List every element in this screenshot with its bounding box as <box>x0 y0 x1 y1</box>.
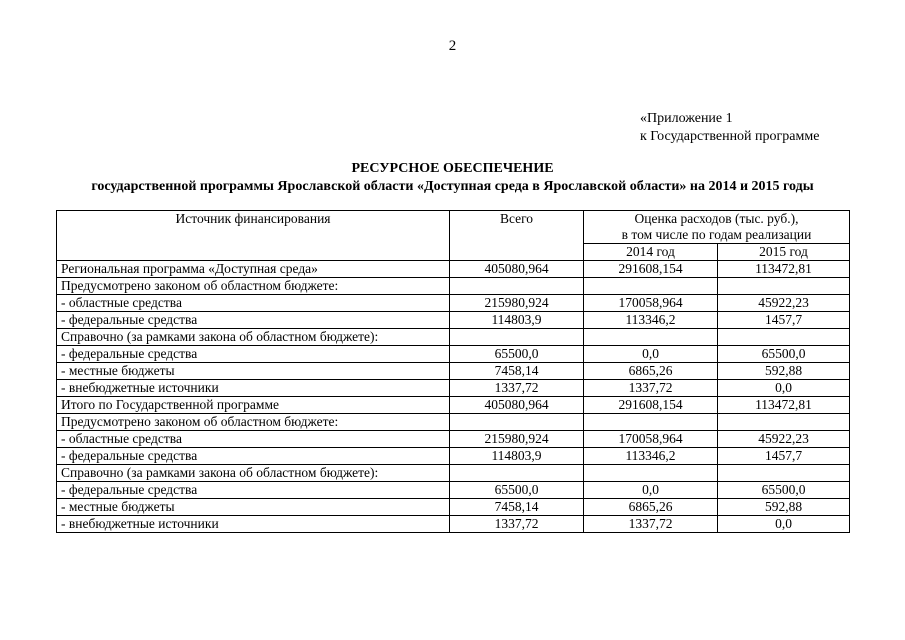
cell-total: 1337,72 <box>450 380 584 397</box>
cell-total: 7458,14 <box>450 499 584 516</box>
cell-2015: 65500,0 <box>718 346 850 363</box>
table-row <box>57 414 850 431</box>
cell-2015 <box>718 465 850 482</box>
cell-source: - федеральные средства <box>57 346 450 363</box>
cell-2014: 113346,2 <box>584 448 718 465</box>
table-row <box>57 278 850 295</box>
cell-source: Предусмотрено законом об областном бюджете: <box>57 278 450 295</box>
cell-2015: 0,0 <box>718 380 850 397</box>
cell-total <box>450 414 584 431</box>
table-header-row <box>57 211 850 244</box>
cell-total: 7458,14 <box>450 363 584 380</box>
table-row <box>57 363 850 380</box>
header-source: Источник финансирования <box>57 211 450 261</box>
table-row <box>57 465 850 482</box>
cell-total: 1337,72 <box>450 516 584 533</box>
cell-total: 215980,924 <box>450 295 584 312</box>
cell-2014: 113346,2 <box>584 312 718 329</box>
table-row <box>57 499 850 516</box>
cell-source: - внебюджетные источники <box>57 516 450 533</box>
cell-2015: 45922,23 <box>718 431 850 448</box>
cell-2014: 1337,72 <box>584 380 718 397</box>
cell-2014 <box>584 465 718 482</box>
cell-2015 <box>718 278 850 295</box>
table-row <box>57 448 850 465</box>
cell-2015 <box>718 329 850 346</box>
cell-2015 <box>718 414 850 431</box>
cell-source: Итого по Государственной программе <box>57 397 450 414</box>
cell-2015: 45922,23 <box>718 295 850 312</box>
cell-source: Предусмотрено законом об областном бюджете: <box>57 414 450 431</box>
cell-2014: 291608,154 <box>584 261 718 278</box>
cell-2014 <box>584 329 718 346</box>
table-row <box>57 312 850 329</box>
cell-total: 405080,964 <box>450 261 584 278</box>
cell-2014 <box>584 278 718 295</box>
table-row <box>57 329 850 346</box>
cell-source: Региональная программа «Доступная среда» <box>57 261 450 278</box>
resource-table <box>56 210 850 533</box>
table-row <box>57 295 850 312</box>
table-row <box>57 397 850 414</box>
table-row <box>57 261 850 278</box>
cell-2015: 1457,7 <box>718 312 850 329</box>
cell-2015: 113472,81 <box>718 261 850 278</box>
cell-2015: 592,88 <box>718 499 850 516</box>
header-year-2015: 2015 год <box>718 244 850 261</box>
cell-2015: 1457,7 <box>718 448 850 465</box>
cell-2014: 0,0 <box>584 346 718 363</box>
cell-source: - внебюджетные источники <box>57 380 450 397</box>
cell-source: - областные средства <box>57 431 450 448</box>
cell-total <box>450 465 584 482</box>
header-estimate-line-2: в том числе по годам реализации <box>621 227 812 242</box>
cell-source: - федеральные средства <box>57 448 450 465</box>
cell-total: 65500,0 <box>450 482 584 499</box>
header-year-2014: 2014 год <box>584 244 718 261</box>
table-row <box>57 380 850 397</box>
cell-source: - местные бюджеты <box>57 363 450 380</box>
cell-total: 65500,0 <box>450 346 584 363</box>
title-line-2: государственной программы Ярославской области «Доступная среда в Ярославской области» на 2014 и 2015 годы <box>91 179 814 194</box>
cell-2015: 113472,81 <box>718 397 850 414</box>
cell-2015: 0,0 <box>718 516 850 533</box>
cell-total <box>450 329 584 346</box>
cell-source: - местные бюджеты <box>57 499 450 516</box>
cell-2015: 65500,0 <box>718 482 850 499</box>
cell-source: - областные средства <box>57 295 450 312</box>
cell-2014: 170058,964 <box>584 431 718 448</box>
header-estimate <box>584 211 850 244</box>
cell-2014: 1337,72 <box>584 516 718 533</box>
appendix-note <box>640 110 819 146</box>
table-body <box>57 261 850 533</box>
cell-source: Справочно (за рамками закона об областном бюджете): <box>57 465 450 482</box>
page-number: 2 <box>448 38 457 54</box>
cell-2014: 291608,154 <box>584 397 718 414</box>
cell-source: Справочно (за рамками закона об областном бюджете): <box>57 329 450 346</box>
cell-total: 405080,964 <box>450 397 584 414</box>
cell-2015: 592,88 <box>718 363 850 380</box>
appendix-line-2: к Государственной программе <box>640 129 820 144</box>
table-row <box>57 516 850 533</box>
cell-2014: 170058,964 <box>584 295 718 312</box>
cell-total <box>450 278 584 295</box>
cell-2014: 0,0 <box>584 482 718 499</box>
document-title <box>0 160 905 196</box>
header-total: Всего <box>450 211 584 261</box>
cell-total: 215980,924 <box>450 431 584 448</box>
cell-source: - федеральные средства <box>57 482 450 499</box>
table-row <box>57 431 850 448</box>
table-row <box>57 346 850 363</box>
appendix-line-1: «Приложение 1 <box>640 111 733 126</box>
header-estimate-line-1: Оценка расходов (тыс. руб.), <box>634 211 799 226</box>
cell-total: 114803,9 <box>450 312 584 329</box>
cell-2014 <box>584 414 718 431</box>
cell-source: - федеральные средства <box>57 312 450 329</box>
cell-2014: 6865,26 <box>584 363 718 380</box>
table-row <box>57 482 850 499</box>
title-line-1: РЕСУРСНОЕ ОБЕСПЕЧЕНИЕ <box>351 161 554 176</box>
cell-total: 114803,9 <box>450 448 584 465</box>
cell-2014: 6865,26 <box>584 499 718 516</box>
